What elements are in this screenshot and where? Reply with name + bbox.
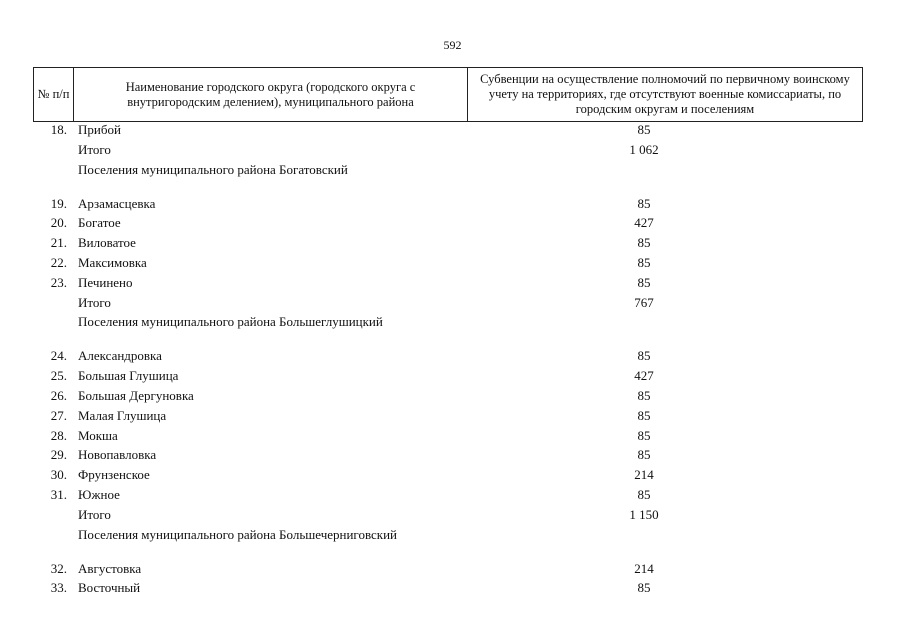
row-name: Печинено (78, 274, 133, 290)
row-number: 23. (50, 274, 67, 290)
row-value: 85 (637, 407, 651, 423)
row-number (33, 507, 73, 527)
row-value: 85 (637, 580, 651, 596)
row-name: Итого (78, 141, 111, 157)
table-row (33, 447, 863, 467)
row-value (467, 527, 861, 561)
row-value: 85 (637, 427, 651, 443)
row-number: 30. (50, 467, 67, 483)
table-row (33, 255, 863, 275)
row-name: Поселения муниципального района Богатовский (78, 161, 348, 177)
header-name: Наименование городского округа (городского округа с внутригородским делением), муниципального района (74, 68, 468, 121)
row-name: Большая Глушица (78, 368, 179, 384)
table-header (33, 67, 863, 122)
row-name: Поселения муниципального района Большеглушицкий (78, 314, 383, 330)
table-row (33, 527, 863, 561)
row-number: 25. (50, 368, 67, 384)
row-value: 85 (637, 235, 651, 251)
row-value: 427 (634, 368, 654, 384)
row-number: 22. (50, 254, 67, 270)
row-value: 427 (634, 215, 654, 231)
row-value: 85 (637, 122, 651, 137)
row-name: Богатое (78, 215, 121, 231)
row-number: 31. (50, 486, 67, 502)
table-row (33, 142, 863, 162)
row-value: 85 (637, 254, 651, 270)
row-value: 214 (634, 467, 654, 483)
table-row (33, 348, 863, 368)
table-row (33, 235, 863, 255)
row-value: 85 (637, 486, 651, 502)
table-row (33, 314, 863, 348)
row-value (467, 314, 861, 348)
row-name: Прибой (78, 122, 121, 137)
row-number: 32. (50, 560, 67, 576)
table-row (33, 467, 863, 487)
row-value (467, 162, 861, 196)
row-value: 85 (637, 348, 651, 364)
row-name: Мокша (78, 427, 118, 443)
row-value: 1 062 (629, 141, 659, 157)
row-name: Поселения муниципального района Большечерниговский (78, 526, 398, 542)
row-value: 85 (637, 447, 651, 463)
row-number (33, 314, 73, 348)
header-subsidy: Субвенции на осуществление полномочий по первичному воинскому учету на территориях, где отсутствуют военные комиссариаты, по городским округам и поселениям (480, 72, 850, 116)
row-number (33, 142, 73, 162)
table-row (33, 561, 863, 581)
row-number: 18. (50, 122, 67, 137)
table-row (33, 408, 863, 428)
row-name: Большая Дергуновка (78, 387, 194, 403)
table-body (33, 122, 863, 600)
table-row (33, 428, 863, 448)
row-number: 24. (50, 348, 67, 364)
row-name: Малая Глушица (78, 407, 167, 423)
row-name: Максимовка (78, 254, 147, 270)
row-name: Арзамасцевка (78, 195, 156, 211)
row-number: 20. (50, 215, 67, 231)
table-row (33, 295, 863, 315)
row-number: 33. (50, 580, 67, 596)
table-row (33, 122, 863, 142)
row-number: 28. (50, 427, 67, 443)
row-number: 19. (50, 195, 67, 211)
row-name: Итого (78, 294, 111, 310)
row-value: 85 (637, 387, 651, 403)
table-row (33, 580, 863, 600)
table-row (33, 388, 863, 408)
subsidy-table (33, 67, 863, 600)
table-row (33, 162, 863, 196)
row-name: Восточный (78, 580, 141, 596)
row-name: Итого (78, 506, 111, 522)
table-row (33, 196, 863, 216)
page-number: 592 (443, 38, 462, 52)
row-number (33, 295, 73, 315)
table-row (33, 507, 863, 527)
row-name: Фрунзенское (78, 467, 150, 483)
row-name: Александровка (78, 348, 162, 364)
row-number: 27. (50, 407, 67, 423)
row-number: 21. (50, 235, 67, 251)
table-row (33, 215, 863, 235)
header-number: № п/п (34, 68, 74, 121)
row-number (33, 162, 73, 196)
row-name: Южное (78, 486, 120, 502)
row-value: 1 150 (629, 506, 659, 522)
row-value: 767 (634, 294, 654, 310)
table-row (33, 487, 863, 507)
row-number: 26. (50, 387, 67, 403)
row-value: 85 (637, 195, 651, 211)
row-number: 29. (50, 447, 67, 463)
row-value: 214 (634, 560, 654, 576)
row-name: Августовка (78, 560, 142, 576)
row-number (33, 527, 73, 561)
table-row (33, 275, 863, 295)
row-name: Новопавловка (78, 447, 157, 463)
table-row (33, 368, 863, 388)
row-value: 85 (637, 274, 651, 290)
row-name: Виловатое (78, 235, 136, 251)
